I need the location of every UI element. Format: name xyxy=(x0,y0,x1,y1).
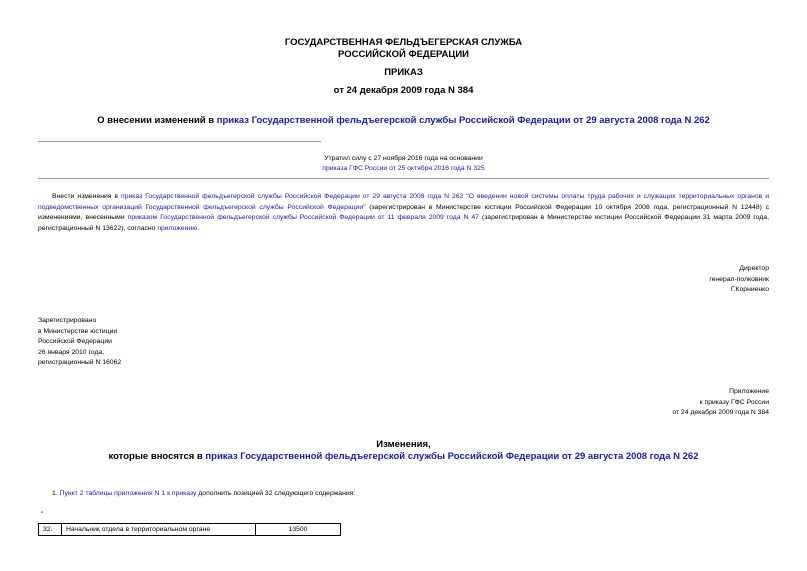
signature-title: Директор xyxy=(739,265,769,272)
item-1 xyxy=(52,489,752,500)
subject-link[interactable]: приказ Государственной фельдъегерской службы Российской Федерации от 29 августа 2008 года N 262 xyxy=(216,115,710,126)
changes-subtitle xyxy=(0,451,807,463)
org-name-line1: ГОСУДАРСТВЕННАЯ ФЕЛЬДЪЕГЕРСКАЯ СЛУЖБА xyxy=(284,37,523,48)
short-divider xyxy=(38,141,321,142)
appendix-line1: Приложение xyxy=(729,388,769,395)
appendix-block xyxy=(569,387,769,419)
signature-rank: генерал-полковник xyxy=(709,275,769,283)
body-link-order-262[interactable]: приказ Государственной фельдъегерской службы Российской Федерации от 29 августа 2008 года N 262 "О введении новой системы оплаты труда рабочих и служащих территориальных органов и подведомственных организаций Государственной фельдъегерской службы Российской Федерации" xyxy=(38,193,769,211)
registration-block xyxy=(38,316,238,369)
table-cell-number: 32. xyxy=(39,524,62,536)
long-divider xyxy=(38,178,769,179)
registration-line1: Зарегистрировано xyxy=(38,317,97,324)
registration-line5: регистрационный N 16062 xyxy=(38,359,122,366)
signature-block xyxy=(569,264,769,296)
changes-subtitle-link[interactable]: приказ Государственной фельдъегерской службы Российской Федерации от 29 августа 2008 года N 262 xyxy=(205,451,699,462)
appendix-line3: от 24 декабря 2009 года N 384 xyxy=(672,409,769,416)
body-link-order-47[interactable]: приказом Государственной фельдъегерской службы Российской Федерации от 11 февраля 2009 года N 47 xyxy=(127,214,479,221)
status-note-text: Утратил силу с 27 ноября 2016 года на основании xyxy=(324,155,483,162)
status-note-link[interactable]: приказа ГФС России от 25 октября 2016 года N 325 xyxy=(322,165,485,172)
doc-type: ПРИКАЗ xyxy=(384,67,423,78)
quote-mark: " xyxy=(41,511,44,518)
doc-date-number: от 24 декабря 2009 года N 384 xyxy=(333,85,474,96)
body-link-appendix[interactable]: приложению xyxy=(157,224,198,232)
body-paragraph xyxy=(38,192,769,234)
registration-line4: 26 января 2010 года, xyxy=(38,348,105,356)
changes-subtitle-prefix: которые вносятся в xyxy=(108,451,206,462)
body-text-1: Внести изменения в xyxy=(52,193,122,200)
item-1-number: 1. xyxy=(52,490,60,497)
item-1-link[interactable]: Пункт 2 таблицы приложения N 1 к приказу xyxy=(59,490,197,497)
subject-prefix: О внесении изменений в xyxy=(97,115,217,126)
doc-subject xyxy=(0,115,807,127)
item-1-text: дополнить позицией 32 следующего содержания: xyxy=(196,490,356,497)
table-row xyxy=(39,524,341,536)
body-text-3: (зарегистрирован в Министерстве юстиции Российской Федерации 31 марта 2009 года, регистрационный N 13622), согласно xyxy=(38,214,769,232)
appendix-line2: к приказу ГФС России xyxy=(699,398,769,406)
table-cell-position: Начальник отдела в территориальном органе xyxy=(62,524,256,536)
status-note xyxy=(0,164,807,175)
org-name-line2: РОССИЙСКОЙ ФЕДЕРАЦИИ xyxy=(337,49,469,60)
registration-line3: Российской Федерации xyxy=(38,338,112,345)
body-text-4: . xyxy=(197,224,200,232)
positions-table xyxy=(38,523,341,536)
table-cell-salary: 13500 xyxy=(256,524,341,536)
body-text-2: (зарегистрирован в Министерстве юстиции Российской Федерации 10 октября 2008 года, регистрационный N 12448) с изменениями, внесенными xyxy=(38,203,770,221)
registration-line2: в Министерстве юстиции xyxy=(38,327,118,335)
signature-name: Г.Корниенко xyxy=(730,286,769,293)
changes-title: Изменения, xyxy=(376,439,431,450)
